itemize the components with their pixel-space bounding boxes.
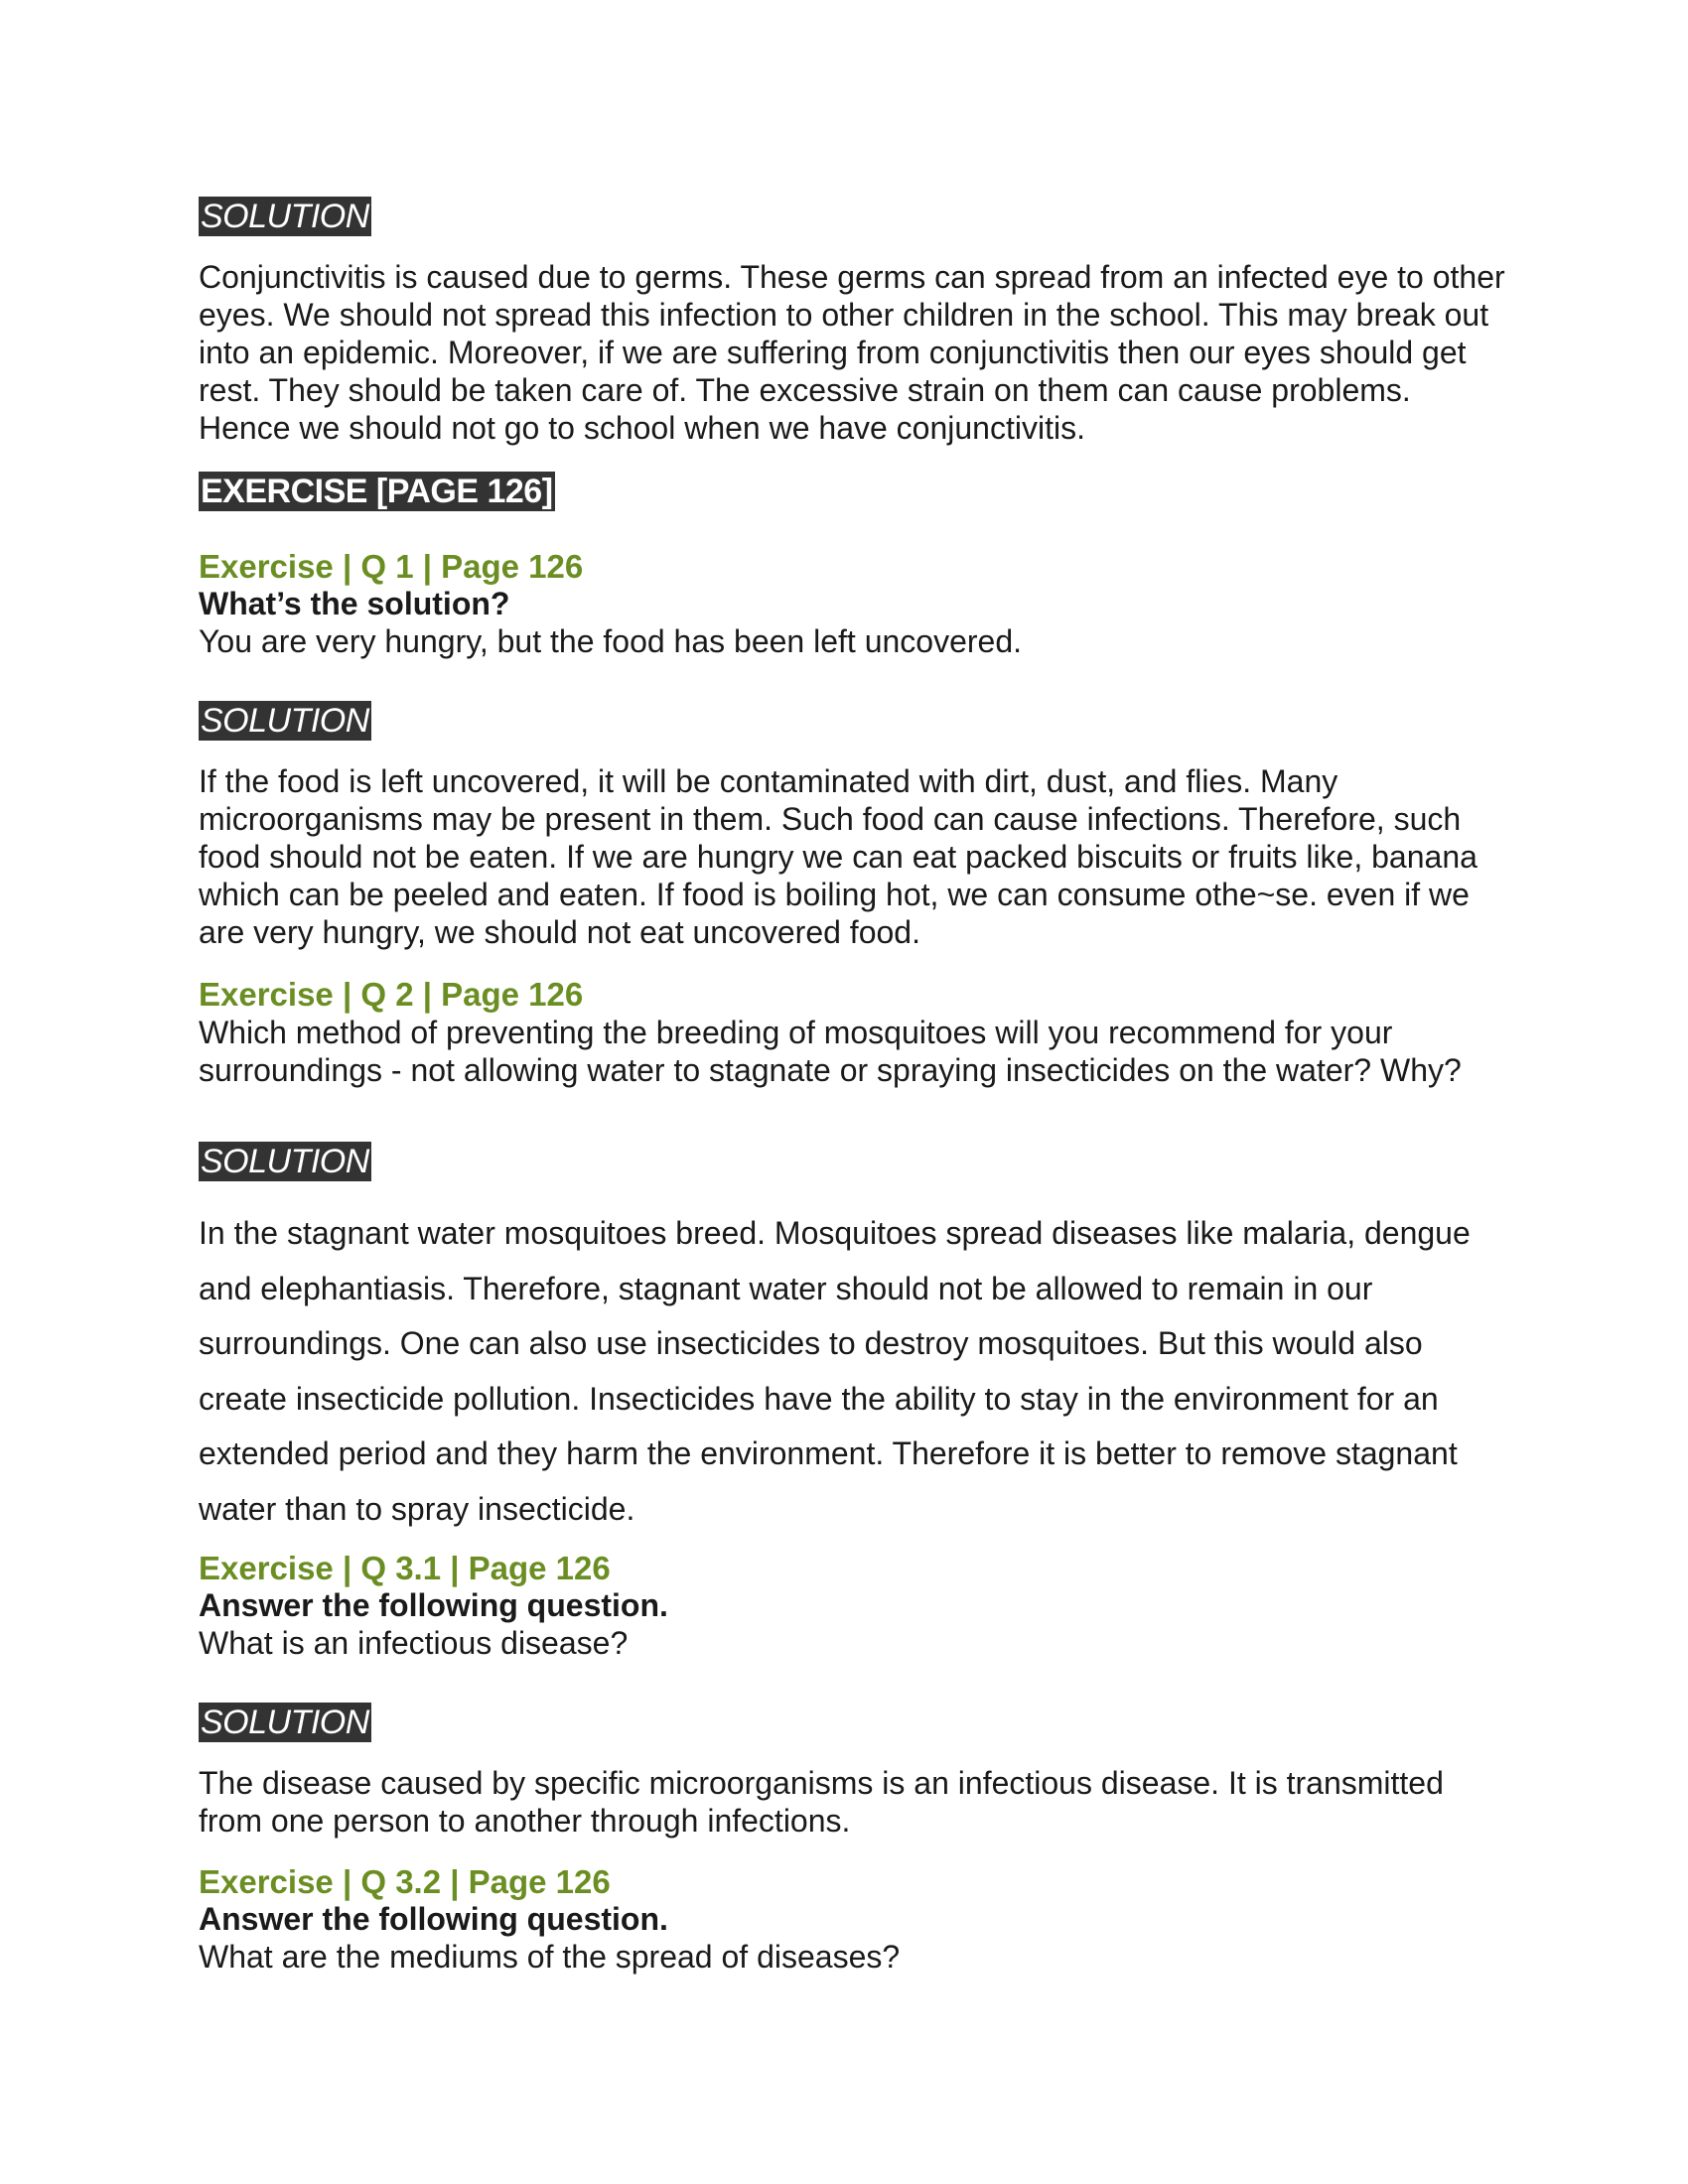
solution-paragraph: The disease caused by specific microorganisms is an infectious disease. It is transmitted from one person to another through infections. (199, 1765, 1444, 1839)
question-text: What is an infectious disease? (199, 1625, 629, 1661)
question-text: You are very hungry, but the food has been left uncovered. (199, 623, 1023, 659)
solution-block-q2 (199, 1142, 371, 1181)
exercise-banner-block (199, 472, 555, 511)
question-block-q3-2 (199, 1863, 900, 1976)
solution-label: SOLUTION (201, 198, 369, 235)
solution-paragraph: Conjunctivitis is caused due to germs. These germs can spread from an infected eye to other eyes. We should not spread this infection to other children in the school. This may break out into an epidemic. Moreover, if we are suffering from conjunctivitis then our eyes should get rest. They should be taken care of. The excessive strain on them can cause problems. Hence we should not go to school when we have conjunctivitis. (199, 259, 1505, 446)
question-prompt: What’s the solution? (199, 586, 510, 621)
exercise-heading: Exercise | Q 2 | Page 126 (199, 976, 584, 1013)
exercise-heading: Exercise | Q 3.2 | Page 126 (199, 1863, 611, 1900)
question-block-q3-1 (199, 1550, 668, 1662)
solution-label: SOLUTION (201, 702, 369, 740)
solution-block-q3-1 (199, 1703, 371, 1742)
question-prompt: Answer the following question. (199, 1587, 668, 1623)
question-block-q1 (199, 548, 1022, 660)
solution-label: SOLUTION (201, 1143, 369, 1180)
solution-paragraph: In the stagnant water mosquitoes breed. Mosquitoes spread diseases like malaria, dengue and elephantiasis. Therefore, stagnant water should not be allowed to remain in our surroundings. One can also use insecticides to destroy mosquitoes. But this would also create insecticide pollution. Insecticides have the ability to stay in the environment for an extended period and they harm the environment. Therefore it is better to remove stagnant water than to spray insecticide. (199, 1215, 1471, 1527)
exercise-heading: Exercise | Q 1 | Page 126 (199, 548, 584, 585)
solution-text-0 (199, 258, 1509, 447)
solution-paragraph: If the food is left uncovered, it will be contaminated with dirt, dust, and flies. Many microorganisms may be present in them. Such food can cause infections. Therefore, such food should not be eaten. If we are hungry we can eat packed biscuits or fruits like, banana which can be peeled and eaten. If food is boiling hot, we can consume othe~se. even if we are very hungry, we should not eat uncovered food. (199, 763, 1477, 950)
solution-block-q1 (199, 701, 371, 741)
exercise-heading: Exercise | Q 3.1 | Page 126 (199, 1550, 611, 1586)
solution-block-0 (199, 197, 371, 236)
exercise-banner: EXERCISE [PAGE 126] (201, 473, 553, 510)
solution-text-q1 (199, 762, 1509, 951)
question-text: What are the mediums of the spread of diseases? (199, 1939, 901, 1975)
solution-text-q2 (199, 1206, 1509, 1537)
question-text: Which method of preventing the breeding of mosquitoes will you recommend for your surroundings - not allowing water to stagnate or spraying insecticides on the water? Why? (199, 1015, 1462, 1088)
question-block-q2 (199, 976, 1509, 1089)
question-prompt: Answer the following question. (199, 1901, 668, 1937)
solution-text-q3-1 (199, 1764, 1509, 1840)
solution-label: SOLUTION (201, 1704, 369, 1741)
